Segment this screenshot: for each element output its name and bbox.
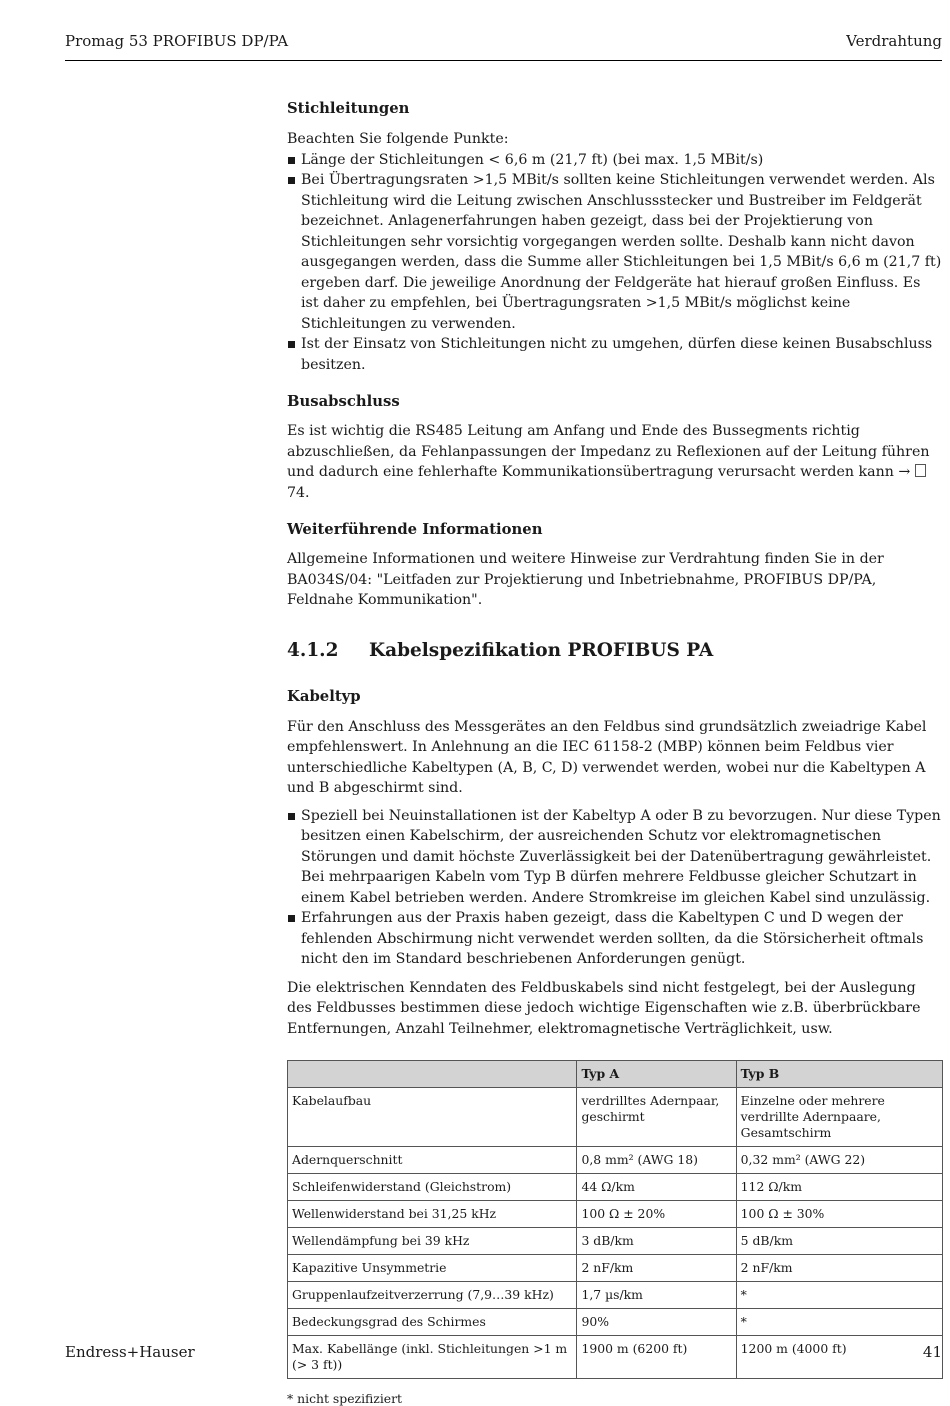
table-cell: verdrilltes Adernpaar, geschirmt <box>577 1088 736 1147</box>
table-cell: Gruppenlaufzeitverzerrung (7,9…39 kHz) <box>288 1282 577 1309</box>
table-cell: Kapazitive Unsymmetrie <box>288 1255 577 1282</box>
table-cell: 3 dB/km <box>577 1228 736 1255</box>
table-header-cell <box>288 1061 577 1088</box>
list-item: Erfahrungen aus der Praxis haben gezeigt, dass die Kabeltypen C und D wegen der fehlenden Abschirmung nicht verwendet werden sollten, da die Störsicherheit oftmals nicht den im Standard beschriebenen Anforderungen genügt. <box>287 908 942 970</box>
table-cell: 1200 m (4000 ft) <box>736 1336 942 1379</box>
table-cell: 2 nF/km <box>577 1255 736 1282</box>
busabschluss-body: Es ist wichtig die RS485 Leitung am Anfang und Ende des Bussegments richtig abzuschließen, da Fehlanpassungen der Impedanz zu Reflexionen auf der Leitung führen und dadurch eine fehlerhafte Kommunikationsübertragung verursacht werden kann → <box>287 423 930 480</box>
table-row <box>288 1336 943 1379</box>
footer-company: Endress+Hauser <box>65 1343 195 1361</box>
header-product-title: Promag 53 PROFIBUS DP/PA <box>65 32 289 50</box>
heading-stichleitungen: Stichleitungen <box>287 100 410 117</box>
table-footnote: * nicht spezifiziert <box>287 1391 403 1406</box>
table-cell: * <box>736 1309 942 1336</box>
table-cell: 112 Ω/km <box>736 1174 942 1201</box>
table-row <box>288 1282 943 1309</box>
table-cell: 1,7 µs/km <box>577 1282 736 1309</box>
table-cell: 44 Ω/km <box>577 1174 736 1201</box>
table-row <box>288 1174 943 1201</box>
kabeltyp-outro: Die elektrischen Kenndaten des Feldbuskabels sind nicht festgelegt, bei der Auslegung des Feldbusses bestimmen diese jedoch wichtige Eigenschaften wie z.B. überbrückbare Entfernungen, Anzahl Teilnehmer, elektromagnetische Verträglichkeit, usw. <box>287 979 921 1037</box>
stichleitungen-list <box>287 150 942 376</box>
section-title: Kabelspezifikation PROFIBUS PA <box>369 639 714 661</box>
heading-kabeltyp: Kabeltyp <box>287 687 361 705</box>
table-cell: 0,8 mm² (AWG 18) <box>577 1147 736 1174</box>
table-cell: 0,32 mm² (AWG 22) <box>736 1147 942 1174</box>
list-item: Länge der Stichleitungen < 6,6 m (21,7 ft) (bei max. 1,5 MBit/s) <box>287 150 942 171</box>
table-row <box>288 1201 943 1228</box>
table-cell: 1900 m (6200 ft) <box>577 1336 736 1379</box>
list-item: Bei Übertragungsraten >1,5 MBit/s sollten keine Stichleitungen verwendet werden. Als Stichleitung wird die Leitung zwischen Anschlussstecker und Bustreiber im Feldgerät bezeichnet. Anlagenerfahrungen haben gezeigt, dass bei der Projektierung von Stichleitungen sehr vorsichtig vorgegangen werden sollte. Deshalb kann nicht davon ausgegangen werden, dass die Summe aller Stichleitungen bei 1,5 MBit/s 6,6 m (21,7 ft) ergeben darf. Die jeweilige Anordnung der Feldgeräte hat hierauf großen Einfluss. Es ist daher zu empfehlen, bei Übertragungsraten >1,5 MBit/s möglichst keine Stichleitungen zu verwenden. <box>287 170 942 334</box>
section-number: 4.1.2 <box>287 639 339 661</box>
page-number: 41 <box>922 1343 942 1361</box>
table-row <box>288 1228 943 1255</box>
table-cell: Wellendämpfung bei 39 kHz <box>288 1228 577 1255</box>
header-chapter-title: Verdrahtung <box>846 32 942 50</box>
page-reference-icon <box>915 464 926 477</box>
table-cell: 100 Ω ± 20% <box>577 1201 736 1228</box>
kabeltyp-intro: Für den Anschluss des Messgerätes an den Feldbus sind grundsätzlich zweiadrige Kabel empfehlenswert. In Anlehnung an die IEC 61158-2 (MBP) können beim Feldbus vier unterschiedliche Kabeltypen (A, B, C, D) verwendet werden, wobei nur die Kabeltypen A und B abgeschirmt sind. <box>287 718 927 796</box>
section-heading <box>287 639 942 663</box>
list-item: Speziell bei Neuinstallationen ist der Kabeltyp A oder B zu bevorzugen. Nur diese Typen besitzen einen Kabelschirm, der ausreichenden Schutz vor elektromagnetischen Störungen und damit höchste Zuverlässigkeit bei der Datenübertragung gewährleistet. Bei mehrpaarigen Kabeln vom Typ B dürfen mehrere Feldbusse gleicher Schutzart in einem Kabel betrieben werden. Andere Stromkreise im gleichen Kabel sind unzulässig. <box>287 806 942 909</box>
table-cell: Bedeckungsgrad des Schirmes <box>288 1309 577 1336</box>
kabeltyp-list <box>287 806 942 970</box>
table-header-row <box>288 1061 943 1088</box>
table-cell: Max. Kabellänge (inkl. Stichleitungen >1 m (> 3 ft)) <box>288 1336 577 1379</box>
table-cell: Adernquerschnitt <box>288 1147 577 1174</box>
table-row <box>288 1147 943 1174</box>
page-reference: 74. <box>287 484 310 501</box>
table-header-cell: Typ B <box>736 1061 942 1088</box>
table-cell: Schleifenwiderstand (Gleichstrom) <box>288 1174 577 1201</box>
cable-spec-table <box>287 1060 943 1379</box>
table-row <box>288 1255 943 1282</box>
table-row <box>288 1309 943 1336</box>
heading-busabschluss: Busabschluss <box>287 393 400 410</box>
table-cell: * <box>736 1282 942 1309</box>
table-header-cell: Typ A <box>577 1061 736 1088</box>
table-cell: Wellenwiderstand bei 31,25 kHz <box>288 1201 577 1228</box>
heading-weiterfuehrende-informationen: Weiterführende Informationen <box>287 521 543 538</box>
table-cell: 2 nF/km <box>736 1255 942 1282</box>
table-row <box>288 1088 943 1147</box>
page-content <box>287 99 942 1406</box>
table-cell: Einzelne oder mehrere verdrillte Adernpaare, Gesamtschirm <box>736 1088 942 1147</box>
table-cell: 100 Ω ± 30% <box>736 1201 942 1228</box>
stichleitungen-intro: Beachten Sie folgende Punkte: <box>287 131 509 147</box>
weiterfuehrende-text: Allgemeine Informationen und weitere Hinweise zur Verdrahtung finden Sie in der BA034S/04: "Leitfaden zur Projektierung und Inbetriebnahme, PROFIBUS DP/PA, Feldnahe Kommunikation". <box>287 551 884 608</box>
page-header <box>65 32 942 61</box>
table-cell: Kabelaufbau <box>288 1088 577 1147</box>
list-item: Ist der Einsatz von Stichleitungen nicht zu umgehen, dürfen diese keinen Busabschluss besitzen. <box>287 334 942 375</box>
busabschluss-text <box>287 421 942 503</box>
table-cell: 5 dB/km <box>736 1228 942 1255</box>
table-cell: 90% <box>577 1309 736 1336</box>
